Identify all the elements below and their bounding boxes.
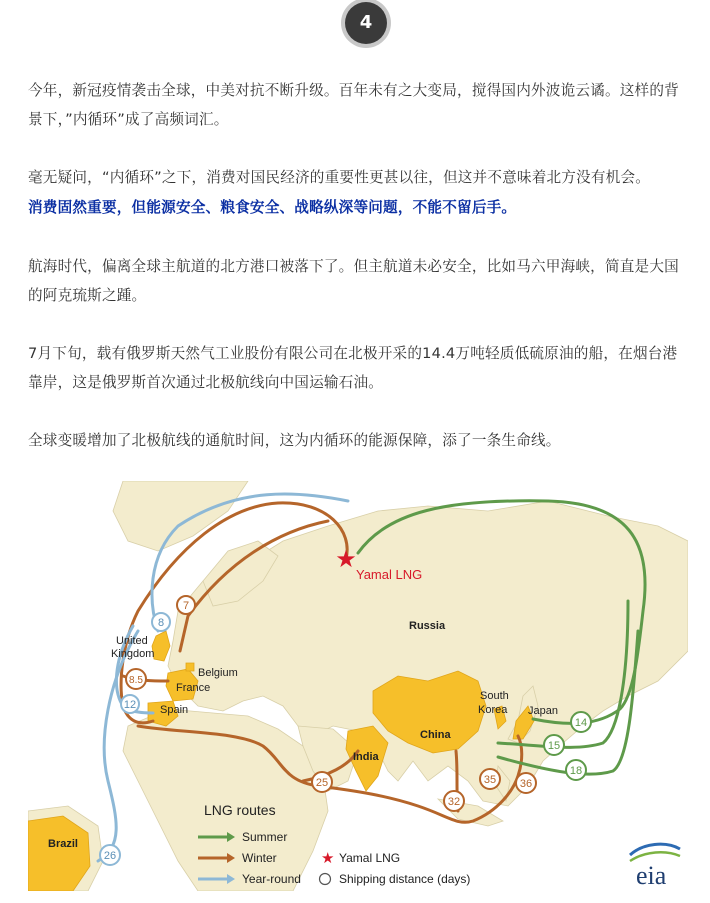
marker-se-asia-winter: 32 — [447, 796, 461, 808]
paragraph-highlight: 消费固然重要，但能源安全、粮食安全、战略纵深等问题，不能不留后手。 — [28, 199, 517, 216]
label-south-korea-line1: South — [480, 690, 509, 702]
paragraph-4: 7月下旬，载有俄罗斯天然气工业股份有限公司在北极开采的14.4万吨轻质低硫原油的船，在烟台港靠岸，这是俄罗斯首次通过北极航线向中国运输石油。 — [28, 345, 678, 391]
legend-year-round: Year-round — [242, 872, 301, 886]
legend-yamal: Yamal LNG — [339, 851, 401, 865]
marker-japan-winter: 36 — [519, 778, 533, 790]
marker-china-winter: 35 — [483, 774, 497, 786]
yamal-star-icon: ★ — [335, 546, 357, 573]
yamal-label: Yamal LNG — [356, 567, 423, 582]
label-japan: Japan — [528, 705, 558, 717]
eia-logo-text: eia — [636, 861, 667, 890]
label-uk-line1: United — [116, 635, 148, 647]
marker-india-winter: 25 — [315, 777, 329, 789]
marker-japan-summer-c: 18 — [569, 765, 583, 777]
marker-north-winter: 7 — [182, 600, 190, 612]
label-uk-line2: Kingdom — [111, 648, 155, 660]
label-belgium: Belgium — [198, 667, 238, 679]
label-brazil: Brazil — [48, 838, 78, 850]
paragraph-5: 全球变暖增加了北极航线的通航时间，这为内循环的能源保障，添了一条生命线。 — [28, 432, 561, 449]
paragraph-1: 今年，新冠疫情袭击全球，中美对抗不断升级。百年未有之大变局，搅得国内外波诡云谲。这样的背景下，”内循环”成了高频词汇。 — [28, 82, 679, 128]
label-russia: Russia — [409, 620, 446, 632]
label-france: France — [176, 682, 211, 694]
legend-winter: Winter — [242, 851, 277, 865]
marker-brazil: 26 — [103, 850, 117, 862]
marker-uk: 8 — [157, 617, 165, 629]
label-india: India — [353, 751, 379, 763]
label-south-korea-line2: Korea — [478, 704, 508, 716]
lng-routes-map — [28, 481, 688, 891]
marker-france-winter: 8.5 — [129, 675, 143, 686]
marker-japan-summer-b: 15 — [547, 740, 561, 752]
marker-japan-summer-a: 14 — [574, 717, 588, 729]
paragraph-2: 毫无疑问，“内循环”之下，消费对国民经济的重要性更甚以往，但这并不意味着北方没有机会。 — [28, 169, 651, 186]
section-number-badge: 4 — [345, 2, 387, 44]
label-china: China — [420, 729, 451, 741]
legend-summer: Summer — [242, 830, 288, 844]
marker-spain: 12 — [123, 699, 137, 711]
legend-distance: Shipping distance (days) — [339, 872, 471, 886]
paragraph-3: 航海时代，偏离全球主航道的北方港口被落下了。但主航道未必安全，比如马六甲海峡，简直是大国的阿克琉斯之踵。 — [28, 258, 679, 304]
legend-star-icon: ★ — [321, 850, 335, 867]
label-spain: Spain — [160, 704, 189, 716]
belgium-shape — [186, 663, 194, 671]
legend-title: LNG routes — [204, 802, 276, 818]
